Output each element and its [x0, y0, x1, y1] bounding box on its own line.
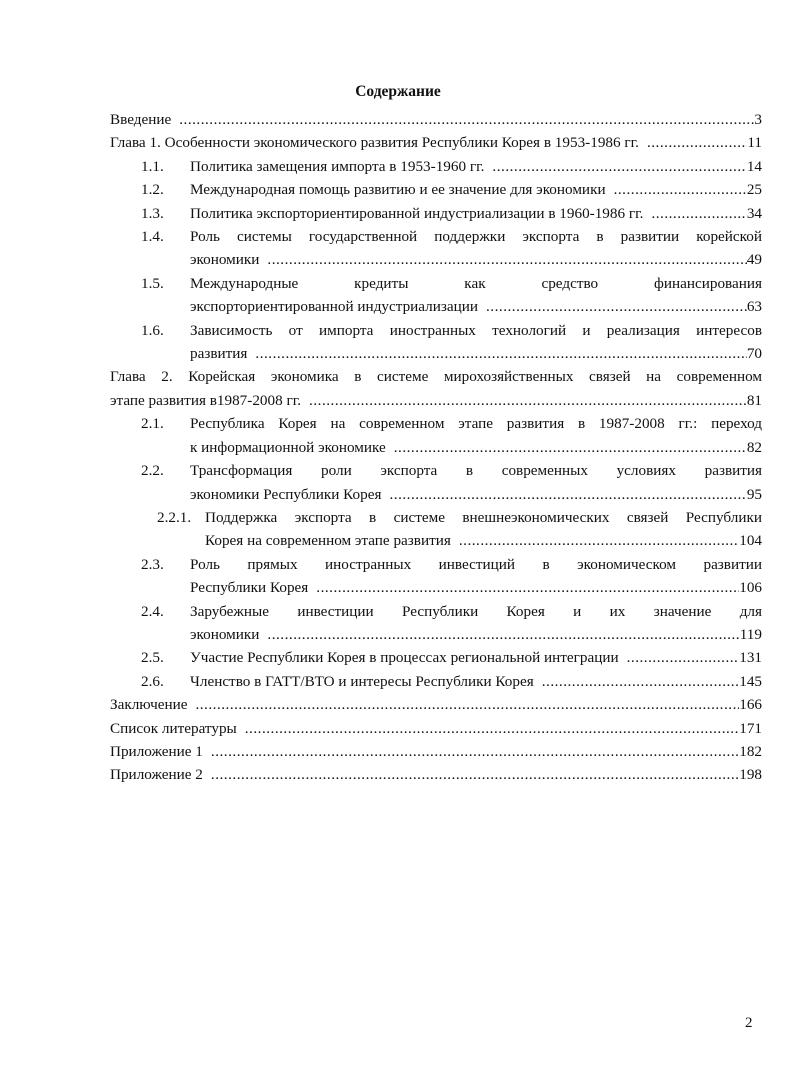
toc-entry-page: 3 — [754, 111, 762, 128]
toc-entry-number: 1.5. — [141, 274, 164, 292]
toc-entry-text: Глава 1. Особенности экономического развития Республики Корея в 1953-1986 гг. — [110, 134, 639, 152]
toc-entry — [110, 600, 762, 647]
table-of-contents — [110, 108, 762, 787]
toc-entry — [110, 225, 762, 272]
dot-leader — [255, 342, 746, 365]
toc-entry-text: Заключение — [110, 696, 188, 714]
dot-leader — [492, 155, 746, 178]
dot-leader — [195, 693, 739, 716]
toc-entry-text: Политика экспорториентированной индустриализации в 1960-1986 гг. — [190, 204, 644, 222]
toc-entry-text: Роль системы государственной поддержки экспорта в развитии корейской — [190, 228, 762, 246]
dot-leader — [389, 483, 746, 506]
toc-entry — [110, 717, 762, 740]
toc-entry-page: 171 — [739, 719, 762, 737]
toc-entry — [110, 459, 762, 506]
toc-entry-text: Поддержка экспорта в системе внешнеэкономических связей Республики — [205, 508, 762, 526]
toc-entry — [110, 178, 762, 201]
toc-entry — [110, 155, 762, 178]
toc-entry-page: 166 — [739, 696, 762, 714]
toc-entry — [110, 693, 762, 716]
toc-entry-text: Международные кредиты как средство финансирования — [190, 274, 762, 292]
dot-leader — [267, 623, 739, 646]
toc-entry — [110, 646, 762, 669]
toc-entry-page: 63 — [746, 298, 762, 316]
toc-entry-text: этапе развития в1987-2008 гг. — [110, 391, 302, 409]
page-number: 2 — [745, 1015, 753, 1031]
dot-leader — [309, 389, 747, 412]
dot-leader — [647, 131, 747, 154]
toc-entry-text: экспорториентированной индустриализации — [190, 298, 478, 316]
toc-entry-text: Участие Республики Корея в процессах региональной интеграции — [190, 649, 619, 667]
toc-entry-text: развития — [190, 345, 248, 363]
toc-entry-page: 34 — [746, 204, 762, 222]
toc-entry-number: 1.1. — [141, 157, 164, 175]
toc-entry — [110, 553, 762, 600]
toc-entry-number: 1.4. — [141, 228, 164, 246]
dot-leader — [267, 248, 746, 271]
toc-entry-text: Зависимость от импорта иностранных технологий и реализация интересов — [190, 321, 762, 339]
toc-entry-page: 119 — [739, 625, 762, 643]
toc-entry-page: 81 — [746, 391, 762, 409]
toc-entry — [110, 412, 762, 459]
toc-entry — [110, 272, 762, 319]
toc-entry-page: 145 — [739, 672, 762, 690]
toc-entry-text: Введение — [110, 111, 172, 128]
toc-entry-number: 1.6. — [141, 321, 164, 339]
toc-entry — [110, 670, 762, 693]
toc-entry — [110, 365, 762, 412]
dot-leader — [486, 295, 747, 318]
toc-entry-number: 2.5. — [141, 649, 164, 667]
dot-leader — [614, 178, 747, 201]
toc-entry-number: 2.2.1. — [157, 508, 192, 526]
toc-entry-page: 182 — [739, 742, 762, 760]
dot-leader — [179, 108, 754, 131]
toc-entry-number: 1.3. — [141, 204, 164, 222]
toc-entry — [110, 740, 762, 763]
toc-entry — [110, 506, 762, 553]
toc-entry-text: Международная помощь развитию и ее значение для экономики — [190, 181, 606, 199]
toc-entry-text: Список литературы — [110, 719, 237, 737]
toc-entry-text: экономики — [190, 251, 260, 269]
toc-entry — [110, 131, 762, 154]
toc-entry-text: Корея на современном этапе развития — [205, 532, 451, 550]
toc-entry-text: Приложение 2 — [110, 766, 203, 784]
dot-leader — [651, 202, 746, 225]
dot-leader — [394, 436, 747, 459]
toc-entry-number: 2.4. — [141, 602, 164, 620]
toc-entry — [110, 763, 762, 786]
toc-entry-page: 70 — [746, 345, 762, 363]
toc-entry-text: экономики — [190, 625, 260, 643]
toc-entry-page: 14 — [746, 157, 762, 175]
toc-entry-page: 198 — [739, 766, 762, 784]
dot-leader — [211, 763, 739, 786]
toc-entry-page: 106 — [739, 579, 762, 597]
toc-entry-number: 2.2. — [141, 462, 164, 480]
toc-entry-text: Политика замещения импорта в 1953-1960 гг. — [190, 157, 485, 175]
toc-entry-text: экономики Республики Корея — [190, 485, 382, 503]
page-title: Содержание — [355, 83, 441, 100]
toc-entry-page: 49 — [746, 251, 762, 269]
toc-entry-page: 25 — [746, 181, 762, 199]
toc-entry-text: Роль прямых иностранных инвестиций в экономическом развитии — [190, 555, 762, 573]
toc-entry-page: 131 — [739, 649, 762, 667]
toc-entry-number: 2.6. — [141, 672, 164, 690]
toc-entry — [110, 202, 762, 225]
toc-entry-text: к информационной экономике — [190, 438, 386, 456]
toc-entry-text: Республики Корея — [190, 579, 309, 597]
toc-entry — [110, 108, 762, 131]
toc-entry-number: 2.3. — [141, 555, 164, 573]
toc-entry-number: 2.1. — [141, 415, 164, 433]
toc-entry-page: 82 — [746, 438, 762, 456]
dot-leader — [211, 740, 739, 763]
toc-entry-text: Зарубежные инвестиции Республики Корея и их значение для — [190, 602, 762, 620]
toc-entry-text: Республика Корея на современном этапе развития в 1987-2008 гг.: переход — [190, 415, 762, 433]
toc-entry-number: 1.2. — [141, 181, 164, 199]
toc-entry-text: Глава 2. Корейская экономика в системе мирохозяйственных связей на современном — [110, 368, 762, 386]
toc-entry-page: 11 — [747, 134, 762, 152]
dot-leader — [316, 576, 739, 599]
toc-entry-page: 95 — [746, 485, 762, 503]
toc-entry-text: Приложение 1 — [110, 742, 203, 760]
toc-entry-text: Членство в ГАТТ/ВТО и интересы Республики Корея — [190, 672, 534, 690]
dot-leader — [542, 670, 740, 693]
toc-entry-text: Трансформация роли экспорта в современных условиях развития — [190, 462, 762, 480]
dot-leader — [245, 717, 739, 740]
toc-entry — [110, 319, 762, 366]
dot-leader — [627, 646, 740, 669]
toc-entry-page: 104 — [739, 532, 762, 550]
dot-leader — [459, 529, 739, 552]
